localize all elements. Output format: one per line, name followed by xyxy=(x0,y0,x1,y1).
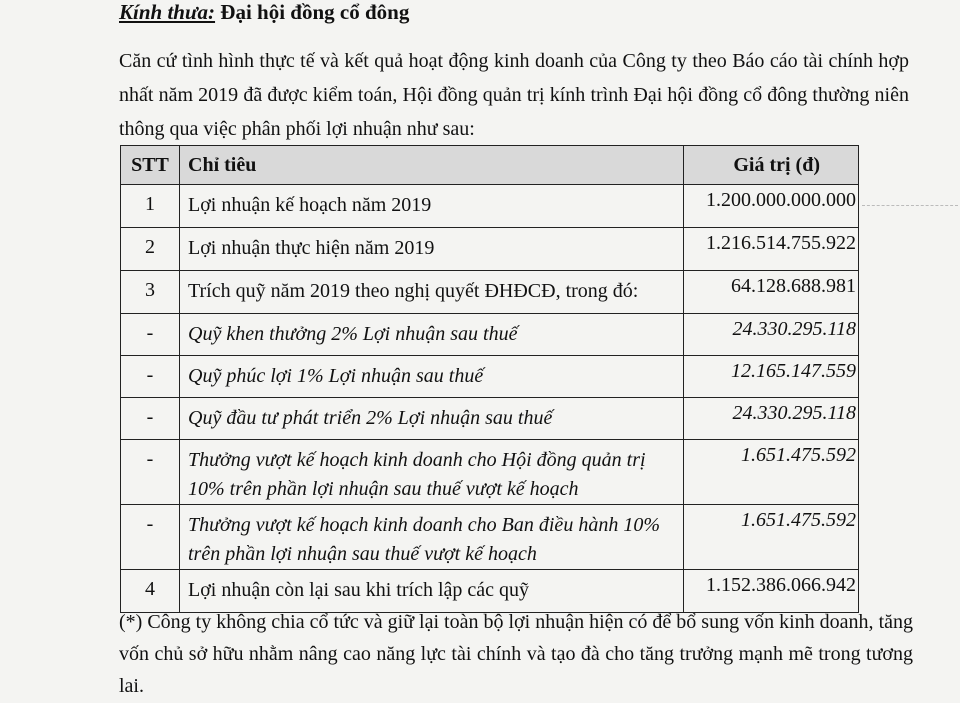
row-name: Quỹ khen thưởng 2% Lợi nhuận sau thuế xyxy=(180,314,684,356)
table-row xyxy=(121,440,859,505)
table-header-row xyxy=(121,146,859,185)
footnote: (*) Công ty không chia cổ tức và giữ lại toàn bộ lợi nhuận hiện có để bổ sung vốn kinh doanh, tăng vốn chủ sở hữu nhằm nâng cao năng lực tài chính và tạo đà cho tăng trưởng mạnh mẽ trong tương lai. xyxy=(119,611,913,697)
row-value: 1.152.386.066.942 xyxy=(684,570,859,613)
row-name: Lợi nhuận còn lại sau khi trích lập các quỹ xyxy=(180,570,684,613)
profit-allocation-table xyxy=(120,145,859,613)
row-name: Thưởng vượt kế hoạch kinh doanh cho Ban điều hành 10% trên phần lợi nhuận sau thuế vượt kế hoạch xyxy=(180,505,684,570)
header-value: Giá trị (đ) xyxy=(684,146,859,185)
intro-paragraph: Căn cứ tình hình thực tế và kết quả hoạt động kinh doanh của Công ty theo Báo cáo tài chính hợp nhất năm 2019 đã được kiểm toán, Hội đồng quản trị kính trình Đại hội đồng cổ đông thường niên thông qua việc phân phối lợi nhuận như sau: xyxy=(119,50,909,140)
row-value: 1.651.475.592 xyxy=(684,505,859,570)
table-row xyxy=(121,398,859,440)
row-name: Quỹ phúc lợi 1% Lợi nhuận sau thuế xyxy=(180,356,684,398)
row-stt: 2 xyxy=(121,228,180,271)
row-stt: 1 xyxy=(121,185,180,228)
table-row xyxy=(121,228,859,271)
row-value: 12.165.147.559 xyxy=(684,356,859,398)
scan-edge-line xyxy=(862,205,958,206)
row-name: Quỹ đầu tư phát triển 2% Lợi nhuận sau thuế xyxy=(180,398,684,440)
table-row xyxy=(121,505,859,570)
table-row xyxy=(121,185,859,228)
table-row xyxy=(121,356,859,398)
row-stt: - xyxy=(121,398,180,440)
row-stt: - xyxy=(121,505,180,570)
row-name: Lợi nhuận thực hiện năm 2019 xyxy=(180,228,684,271)
row-value: 1.651.475.592 xyxy=(684,440,859,505)
row-value: 1.216.514.755.922 xyxy=(684,228,859,271)
row-value: 24.330.295.118 xyxy=(684,398,859,440)
salutation-label: Kính thưa: xyxy=(119,0,216,24)
row-stt: - xyxy=(121,356,180,398)
table-row xyxy=(121,271,859,314)
table-row xyxy=(121,314,859,356)
row-stt: 4 xyxy=(121,570,180,613)
salutation xyxy=(119,0,409,24)
row-name: Lợi nhuận kế hoạch năm 2019 xyxy=(180,185,684,228)
row-stt: - xyxy=(121,314,180,356)
row-value: 64.128.688.981 xyxy=(684,271,859,314)
row-value: 1.200.000.000.000 xyxy=(684,185,859,228)
salutation-recipient: Đại hội đồng cổ đông xyxy=(220,0,410,24)
row-stt: 3 xyxy=(121,271,180,314)
row-value: 24.330.295.118 xyxy=(684,314,859,356)
row-name: Trích quỹ năm 2019 theo nghị quyết ĐHĐCĐ, trong đó: xyxy=(180,271,684,314)
row-name: Thưởng vượt kế hoạch kinh doanh cho Hội đồng quản trị 10% trên phần lợi nhuận sau thuế vượt kế hoạch xyxy=(180,440,684,505)
header-stt: STT xyxy=(121,146,180,185)
header-name: Chỉ tiêu xyxy=(180,146,684,185)
row-stt: - xyxy=(121,440,180,505)
